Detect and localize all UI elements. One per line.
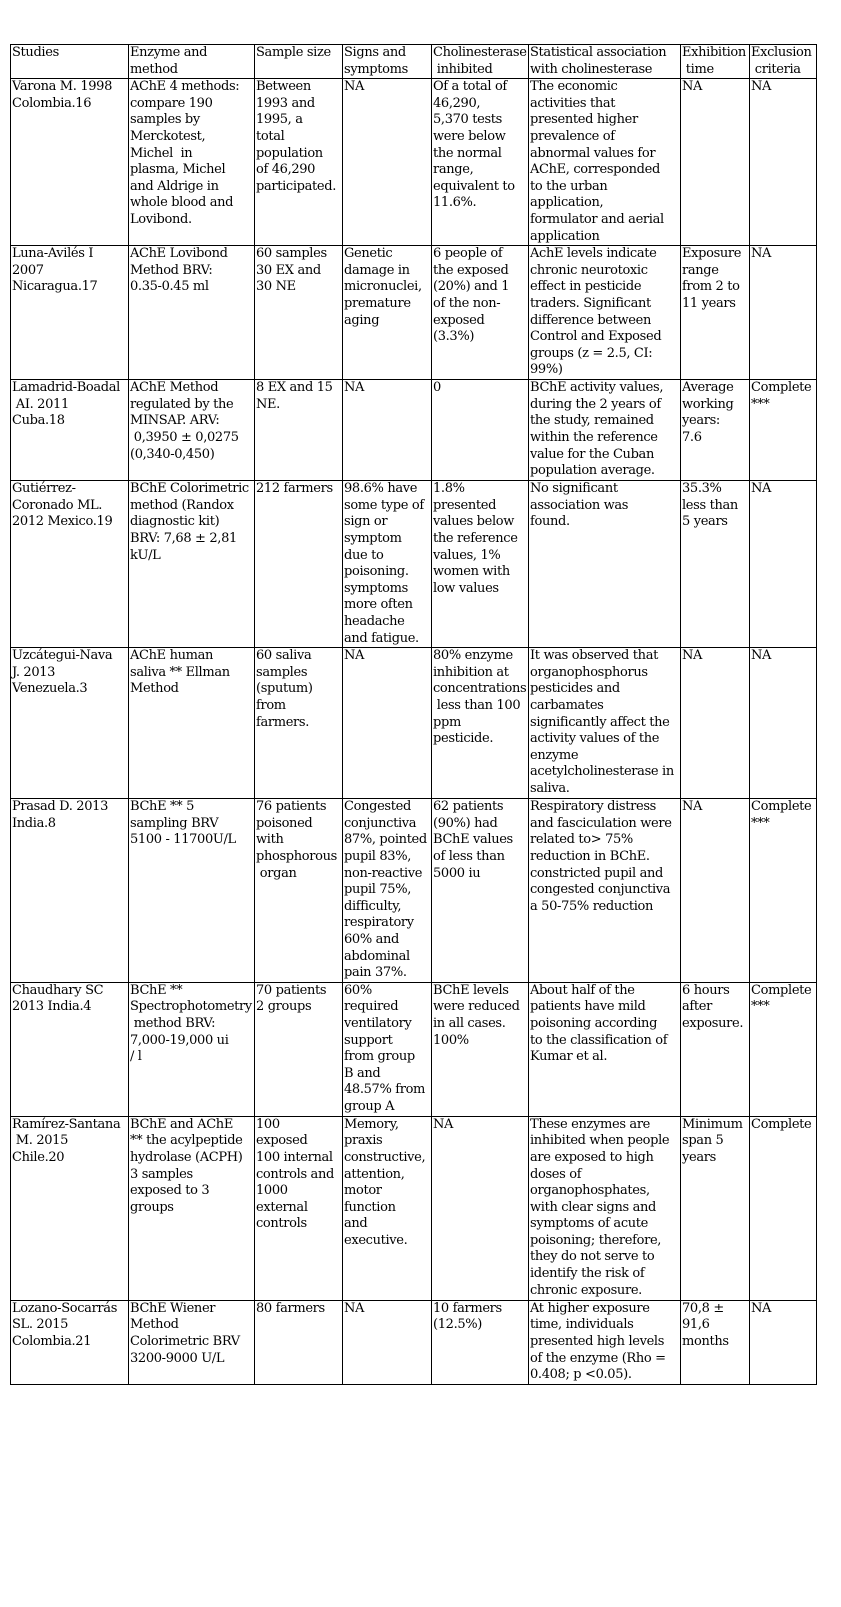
cell-signs-symptoms: NA — [343, 79, 432, 246]
cell-studies: Luna-Avilés I 2007 Nicaragua.17 — [11, 246, 129, 380]
cell-exhibition-time: 35.3% less than 5 years — [681, 481, 750, 648]
cell-sample-size: 212 farmers — [255, 481, 343, 648]
cell-enzyme-method: BChE ** 5 sampling BRV 5100 - 11700U/L — [129, 799, 255, 983]
cell-sample-size: 60 saliva samples (sputum) from farmers. — [255, 648, 343, 799]
table-row — [11, 79, 817, 246]
cell-exhibition-time: Average working years: 7.6 — [681, 380, 750, 481]
cell-exclusion-criteria: NA — [750, 481, 817, 648]
cell-sample-size: 60 samples 30 EX and 30 NE — [255, 246, 343, 380]
cell-exclusion-criteria: NA — [750, 246, 817, 380]
cell-enzyme-method: BChE ** Spectrophotometry method BRV: 7,000-19,000 ui / l — [129, 982, 255, 1116]
cell-signs-symptoms: 60% required ventilatory support from group B and 48.57% from group A — [343, 982, 432, 1116]
cell-exhibition-time: NA — [681, 648, 750, 799]
cell-studies: Prasad D. 2013 India.8 — [11, 799, 129, 983]
cell-cholinesterase-inhibited: Of a total of 46,290, 5,370 tests were below the normal range, equivalent to 11.6%. — [432, 79, 529, 246]
cell-studies: Lozano-Socarrás SL. 2015 Colombia.21 — [11, 1300, 129, 1384]
cell-sample-size: 100 exposed 100 internal controls and 1000 external controls — [255, 1116, 343, 1300]
cell-sample-size: 76 patients poisoned with phosphorous organ — [255, 799, 343, 983]
cell-signs-symptoms: Congested conjunctiva 87%, pointed pupil 83%, non-reactive pupil 75%, difficulty, respiratory 60% and abdominal pain 37%. — [343, 799, 432, 983]
cell-cholinesterase-inhibited: 80% enzyme inhibition at concentrations less than 100 ppm pesticide. — [432, 648, 529, 799]
table-row — [11, 246, 817, 380]
cell-enzyme-method: AChE human saliva ** Ellman Method — [129, 648, 255, 799]
cell-signs-symptoms: NA — [343, 380, 432, 481]
table-row — [11, 982, 817, 1116]
cell-cholinesterase-inhibited: 1.8% presented values below the reference values, 1% women with low values — [432, 481, 529, 648]
cell-statistical-association: About half of the patients have mild poisoning according to the classification of Kumar et al. — [529, 982, 681, 1116]
cell-exclusion-criteria: Complete — [750, 1116, 817, 1300]
cell-statistical-association: At higher exposure time, individuals presented high levels of the enzyme (Rho = 0.408; p <0.05). — [529, 1300, 681, 1384]
cell-exhibition-time: 6 hours after exposure. — [681, 982, 750, 1116]
cell-studies: Lamadrid-Boadal AI. 2011 Cuba.18 — [11, 380, 129, 481]
header-enzyme-method: Enzyme and method — [129, 45, 255, 79]
cell-enzyme-method: AChE Lovibond Method BRV: 0.35-0.45 ml — [129, 246, 255, 380]
cell-exhibition-time: Exposure range from 2 to 11 years — [681, 246, 750, 380]
cell-enzyme-method: AChE 4 methods: compare 190 samples by Merckotest, Michel in plasma, Michel and Aldrige in whole blood and Lovibond. — [129, 79, 255, 246]
cell-studies: Chaudhary SC 2013 India.4 — [11, 982, 129, 1116]
cell-statistical-association: No significant association was found. — [529, 481, 681, 648]
cell-statistical-association: The economic activities that presented higher prevalence of abnormal values for AChE, corresponded to the urban application, formulator and aerial application — [529, 79, 681, 246]
header-sample-size: Sample size — [255, 45, 343, 79]
cell-statistical-association: BChE activity values, during the 2 years of the study, remained within the reference value for the Cuban population average. — [529, 380, 681, 481]
cell-studies: Uzcátegui-Nava J. 2013 Venezuela.3 — [11, 648, 129, 799]
header-cholinesterase-inhibited: Cholinesterase inhibited — [432, 45, 529, 79]
table-row — [11, 799, 817, 983]
cell-signs-symptoms: Genetic damage in micronuclei, premature aging — [343, 246, 432, 380]
cell-statistical-association: AchE levels indicate chronic neurotoxic effect in pesticide traders. Significant difference between Control and Exposed groups (z = 2.5, CI: 99%) — [529, 246, 681, 380]
cell-enzyme-method: AChE Method regulated by the MINSAP. ARV: 0,3950 ± 0,0275 (0,340-0,450) — [129, 380, 255, 481]
cell-studies: Ramírez-Santana M. 2015 Chile.20 — [11, 1116, 129, 1300]
cell-enzyme-method: BChE Wiener Method Colorimetric BRV 3200-9000 U/L — [129, 1300, 255, 1384]
table-row — [11, 481, 817, 648]
cell-signs-symptoms: NA — [343, 648, 432, 799]
table-row — [11, 380, 817, 481]
table-row — [11, 1116, 817, 1300]
cell-exclusion-criteria: Complete *** — [750, 799, 817, 983]
cell-cholinesterase-inhibited: 10 farmers (12.5%) — [432, 1300, 529, 1384]
cell-sample-size: 8 EX and 15 NE. — [255, 380, 343, 481]
cell-exhibition-time: 70,8 ± 91,6 months — [681, 1300, 750, 1384]
studies-table — [10, 44, 817, 1385]
header-studies: Studies — [11, 45, 129, 79]
cell-exhibition-time: Minimum span 5 years — [681, 1116, 750, 1300]
table-row — [11, 1300, 817, 1384]
cell-exclusion-criteria: NA — [750, 1300, 817, 1384]
cell-statistical-association: It was observed that organophosphorus pesticides and carbamates significantly affect the activity values of the enzyme acetylcholinesterase in saliva. — [529, 648, 681, 799]
cell-exclusion-criteria: Complete *** — [750, 982, 817, 1116]
cell-cholinesterase-inhibited: 6 people of the exposed (20%) and 1 of the non- exposed (3.3%) — [432, 246, 529, 380]
cell-studies: Gutiérrez- Coronado ML. 2012 Mexico.19 — [11, 481, 129, 648]
header-signs-symptoms: Signs and symptoms — [343, 45, 432, 79]
cell-signs-symptoms: 98.6% have some type of sign or symptom due to poisoning. symptoms more often headache and fatigue. — [343, 481, 432, 648]
cell-statistical-association: These enzymes are inhibited when people are exposed to high doses of organophosphates, with clear signs and symptoms of acute poisoning; therefore, they do not serve to identify the risk of chronic exposure. — [529, 1116, 681, 1300]
cell-signs-symptoms: Memory, praxis constructive, attention, motor function and executive. — [343, 1116, 432, 1300]
cell-statistical-association: Respiratory distress and fasciculation were related to> 75% reduction in BChE. constricted pupil and congested conjunctiva a 50-75% reduction — [529, 799, 681, 983]
cell-sample-size: Between 1993 and 1995, a total population of 46,290 participated. — [255, 79, 343, 246]
table-row — [11, 648, 817, 799]
cell-enzyme-method: BChE and AChE ** the acylpeptide hydrolase (ACPH) 3 samples exposed to 3 groups — [129, 1116, 255, 1300]
header-exhibition-time: Exhibition time — [681, 45, 750, 79]
cell-exclusion-criteria: Complete *** — [750, 380, 817, 481]
header-row — [11, 45, 817, 79]
cell-enzyme-method: BChE Colorimetric method (Randox diagnostic kit) BRV: 7,68 ± 2,81 kU/L — [129, 481, 255, 648]
cell-signs-symptoms: NA — [343, 1300, 432, 1384]
cell-exclusion-criteria: NA — [750, 79, 817, 246]
cell-cholinesterase-inhibited: 0 — [432, 380, 529, 481]
cell-sample-size: 80 farmers — [255, 1300, 343, 1384]
cell-exhibition-time: NA — [681, 79, 750, 246]
cell-sample-size: 70 patients 2 groups — [255, 982, 343, 1116]
cell-cholinesterase-inhibited: NA — [432, 1116, 529, 1300]
cell-exclusion-criteria: NA — [750, 648, 817, 799]
cell-cholinesterase-inhibited: BChE levels were reduced in all cases. 100% — [432, 982, 529, 1116]
header-statistical-association: Statistical association with cholinesterase — [529, 45, 681, 79]
cell-studies: Varona M. 1998 Colombia.16 — [11, 79, 129, 246]
cell-exhibition-time: NA — [681, 799, 750, 983]
cell-cholinesterase-inhibited: 62 patients (90%) had BChE values of less than 5000 iu — [432, 799, 529, 983]
header-exclusion-criteria: Exclusion criteria — [750, 45, 817, 79]
